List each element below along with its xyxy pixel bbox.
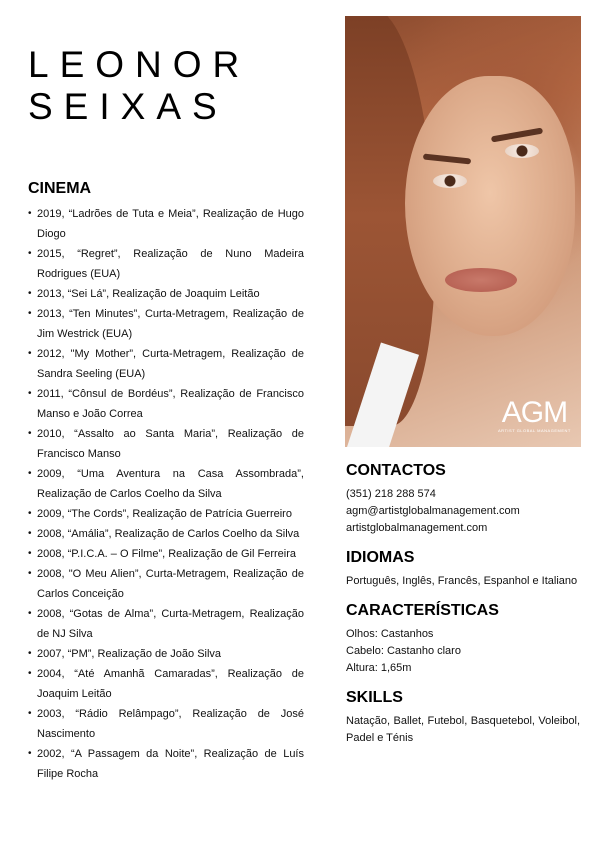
list-item — [28, 384, 304, 424]
bullet-icon: • — [28, 208, 32, 219]
caracteristicas-section — [346, 602, 580, 677]
list-item — [28, 344, 304, 384]
bullet-icon: • — [28, 248, 32, 259]
skills-text: Natação, Ballet, Futebol, Basquetebol, Voleibol, Padel e Ténis — [346, 715, 580, 744]
list-item-text: 2013, “Sei Lá”, Realização de Joaquim Leitão — [37, 288, 260, 300]
contactos-title: CONTACTOS — [346, 462, 446, 479]
list-item-text: 2010, “Assalto ao Santa Maria”, Realização de Francisco Manso — [37, 428, 304, 460]
cinema-section — [28, 180, 304, 784]
list-item — [28, 304, 304, 344]
idiomas-text: Português, Inglês, Francês, Espanhol e Italiano — [346, 575, 578, 587]
list-item-text: 2019, “Ladrões de Tuta e Meia”, Realização de Hugo Diogo — [37, 208, 304, 240]
bullet-icon: • — [28, 508, 32, 519]
photo-lips — [445, 268, 517, 292]
list-item — [28, 564, 304, 604]
cinema-title: CINEMA — [28, 180, 92, 197]
list-item-text: 2007, “PM”, Realização de João Silva — [37, 648, 222, 660]
actor-name — [28, 44, 250, 128]
list-item — [28, 604, 304, 644]
list-item-text: 2008, “P.I.C.A. – O Filme”, Realização de Gil Ferreira — [37, 548, 297, 560]
phone-number[interactable]: (351) 218 288 574 — [346, 488, 436, 500]
altura-text: Altura: 1,65m — [346, 662, 412, 674]
bullet-icon: • — [28, 528, 32, 539]
last-name: SEIXAS — [28, 86, 228, 127]
list-item-text: 2008, “Amália”, Realização de Carlos Coelho da Silva — [37, 528, 300, 540]
agm-logo-subtitle: ARTIST GLOBAL MANAGEMENT — [498, 428, 571, 433]
bullet-icon: • — [28, 568, 32, 579]
list-item — [28, 644, 304, 664]
contactos-section — [346, 462, 580, 537]
olhos-text: Olhos: Castanhos — [346, 628, 434, 640]
bullet-icon: • — [28, 748, 32, 759]
info-column — [346, 462, 580, 759]
cinema-list — [28, 204, 304, 784]
list-item-text: 2003, “Rádio Relâmpago”, Realização de José Nascimento — [37, 708, 304, 740]
bullet-icon: • — [28, 648, 32, 659]
list-item-text: 2013, “Ten Minutes”, Curta-Metragem, Realização de Jim Westrick (EUA) — [37, 308, 304, 340]
list-item — [28, 284, 304, 304]
cabelo-text: Cabelo: Castanho claro — [346, 645, 461, 657]
bullet-icon: • — [28, 388, 32, 399]
bullet-icon: • — [28, 428, 32, 439]
bullet-icon: • — [28, 288, 32, 299]
first-name: LEONOR — [28, 44, 251, 85]
list-item — [28, 204, 304, 244]
idiomas-title: IDIOMAS — [346, 549, 415, 566]
list-item — [28, 744, 304, 784]
agm-logo-text: AGM — [501, 396, 568, 429]
bullet-icon: • — [28, 668, 32, 679]
email-link[interactable]: agm@artistglobalmanagement.com — [346, 505, 520, 517]
website-link[interactable]: artistglobalmanagement.com — [346, 522, 488, 534]
list-item — [28, 704, 304, 744]
headshot-photo — [345, 16, 581, 447]
list-item — [28, 464, 304, 504]
list-item — [28, 664, 304, 704]
list-item-text: 2004, “Até Amanhã Camaradas”, Realização de Joaquim Leitão — [37, 668, 304, 700]
bullet-icon: • — [28, 548, 32, 559]
agm-logo — [498, 398, 571, 433]
idiomas-section — [346, 549, 580, 590]
skills-title: SKILLS — [346, 689, 403, 706]
list-item — [28, 524, 304, 544]
bullet-icon: • — [28, 348, 32, 359]
bullet-icon: • — [28, 708, 32, 719]
list-item — [28, 544, 304, 564]
list-item-text: 2009, “The Cords”, Realização de Patrícia Guerreiro — [37, 508, 292, 520]
list-item-text: 2008, "O Meu Alien”, Curta-Metragem, Realização de Carlos Conceição — [37, 568, 304, 600]
bullet-icon: • — [28, 468, 32, 479]
bullet-icon: • — [28, 308, 32, 319]
list-item-text: 2012, "My Mother”, Curta-Metragem, Realização de Sandra Seeling (EUA) — [37, 348, 304, 380]
list-item-text: 2008, “Gotas de Alma”, Curta-Metragem, Realização de NJ Silva — [37, 608, 304, 640]
photo-face — [405, 76, 575, 336]
skills-section — [346, 689, 580, 747]
list-item-text: 2011, “Cônsul de Bordéus”, Realização de Francisco Manso e João Correa — [37, 388, 304, 420]
list-item-text: 2009, “Uma Aventura na Casa Assombrada”, Realização de Carlos Coelho da Silva — [37, 468, 304, 500]
bullet-icon: • — [28, 608, 32, 619]
list-item — [28, 244, 304, 284]
list-item — [28, 424, 304, 464]
photo-eye-right — [505, 144, 539, 158]
caracteristicas-title: CARACTERÍSTICAS — [346, 602, 499, 619]
list-item-text: 2015, “Regret”, Realização de Nuno Madeira Rodrigues (EUA) — [37, 248, 304, 280]
list-item-text: 2002, “A Passagem da Noite”, Realização de Luís Filipe Rocha — [37, 748, 304, 780]
photo-eye-left — [433, 174, 467, 188]
list-item — [28, 504, 304, 524]
